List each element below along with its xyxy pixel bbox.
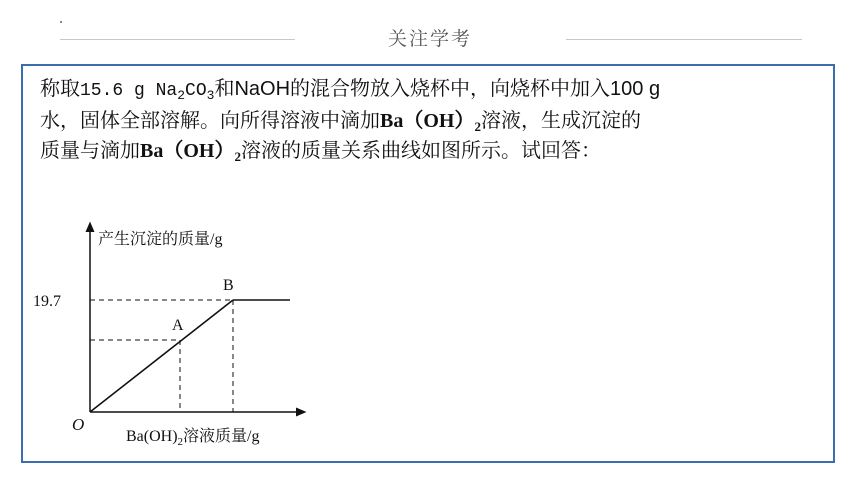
text-seg: 水，固体全部溶解。向所得溶液中滴加 <box>40 108 380 132</box>
subscript: 2 <box>474 119 481 134</box>
text-seg: CO <box>185 81 207 101</box>
text-seg: 和 <box>214 76 235 100</box>
x-label-sub: 2 <box>177 436 184 448</box>
x-label-main: Ba(OH) <box>126 428 178 445</box>
y-axis-label: 产生沉淀的质量/g <box>98 231 223 248</box>
text-seg: 15.6 g Na <box>80 81 178 101</box>
text-seg: 的混合物放入烧杯中，向烧杯中加入 <box>290 76 611 100</box>
point-label-A: A <box>172 317 184 334</box>
subscript: 3 <box>206 88 215 103</box>
origin-label: O <box>72 415 85 434</box>
reagent-formula: Ba（OH） <box>140 140 235 162</box>
page-header-title: 关注学考 <box>387 28 472 50</box>
reagent-formula: Ba（OH） <box>380 110 475 132</box>
text-seg: 溶液的质量关系曲线如图所示。试回答： <box>240 138 601 162</box>
precipitate-chart <box>30 218 350 450</box>
subscript: 2 <box>234 149 241 164</box>
series-rise <box>90 300 233 412</box>
text-seg: 溶液，生成沉淀的 <box>480 108 641 132</box>
problem-text <box>40 74 820 166</box>
header-dot <box>60 21 62 23</box>
subscript: 2 <box>177 88 186 103</box>
problem-line-2 <box>40 106 820 136</box>
x-label-rest: 溶液质量/g <box>183 428 260 445</box>
problem-line-1 <box>40 74 820 106</box>
header-rule-right <box>566 39 802 40</box>
text-seg: 100 g <box>610 78 661 100</box>
y-tick-label: 19.7 <box>33 293 61 310</box>
text-seg: 质量与滴加 <box>40 138 140 162</box>
x-axis-label <box>126 427 260 448</box>
text-seg: NaOH <box>234 78 291 100</box>
problem-line-3 <box>40 136 820 166</box>
point-label-B: B <box>223 277 234 294</box>
mass-formula <box>80 81 214 101</box>
text-seg: 称取 <box>40 76 80 100</box>
